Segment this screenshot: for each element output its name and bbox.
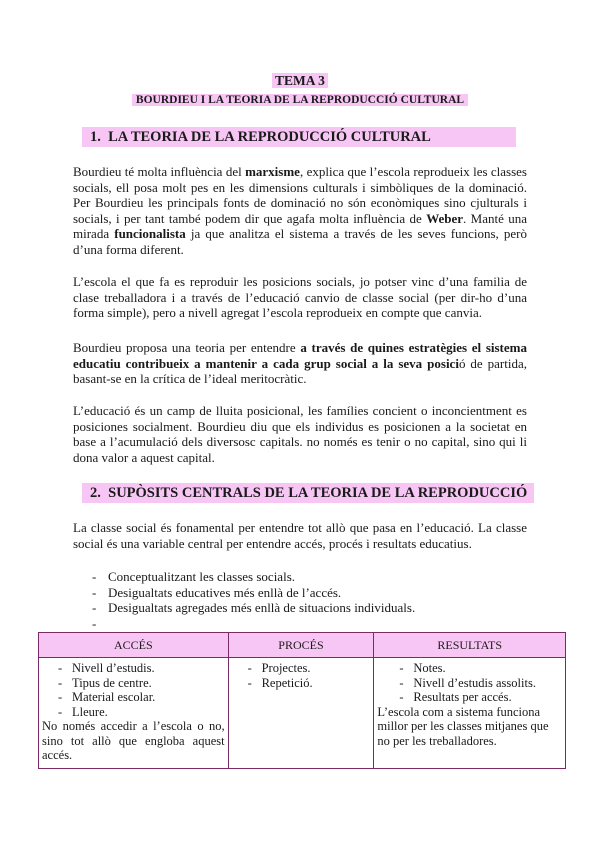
header-acces: ACCÉS xyxy=(39,633,229,658)
document-title xyxy=(0,73,600,89)
title-text: TEMA 3 xyxy=(272,73,328,88)
list-item: - Conceptualitzant les classes socials. xyxy=(92,569,512,585)
header-proces: PROCÉS xyxy=(228,633,374,658)
cell-acces xyxy=(39,658,229,769)
p3-text-a: Bourdieu proposa una teoria per entendre xyxy=(73,340,301,355)
p1-text-g: ja que analitza el sistema a través de les seves funcions, però d’una forma diferent. xyxy=(73,226,528,257)
section-2-title: SUPÒSITS CENTRALS DE LA TEORIA DE LA REPRODUCCIÓ xyxy=(108,485,528,501)
proces-list xyxy=(232,661,371,690)
p1-text-c: , explica que l’escola reprodueix les classes socials, ell posa molt pes en les dimensions culturals i simbòliques de la dominació. Per Bourdieu les principals fonts de dominació no són econòmiques sino cjulturals i socials, i per tant també podem dir que agafa molta influència de xyxy=(73,164,527,226)
paragraph-3 xyxy=(73,340,527,387)
cell-resultats xyxy=(374,658,566,769)
list-item: - Nivell d’estudis assolits. xyxy=(399,676,562,691)
header-resultats: RESULTATS xyxy=(374,633,566,658)
list-item: - Tipus de centre. xyxy=(58,676,225,691)
list-item: - Projectes. xyxy=(248,661,371,676)
paragraph-2: L’escola el que fa es reproduir les posicions socials, jo potser vinc d’una familia de clase treballadora i a través de l’educació canvio de classe social (per dir-ho d’una forma simple), pero a nivell agregat l’escola reprodueix en compte que canvia. xyxy=(73,274,527,321)
list-item: - Repetició. xyxy=(248,676,371,691)
list-item-empty xyxy=(92,616,512,632)
list-item: - Nivell d’estudis. xyxy=(58,661,225,676)
section-2-heading xyxy=(82,483,534,503)
section-2-number: 2. xyxy=(90,485,101,501)
subtitle-text: BOURDIEU I LA TEORIA DE LA REPRODUCCIÓ CULTURAL xyxy=(132,94,468,106)
section-1-title: LA TEORIA DE LA REPRODUCCIÓ CULTURAL xyxy=(108,129,431,145)
list-item: - Lleure. xyxy=(58,705,225,720)
paragraph-5: La classe social és fonamental per entendre tot allò que pasa en l’educació. La classe social és una variable central per entendre accés, procés i resultats educatius. xyxy=(73,520,527,551)
table-row xyxy=(39,658,566,769)
table-header-row xyxy=(39,633,566,658)
acces-list xyxy=(42,661,225,719)
section-1-number: 1. xyxy=(90,129,101,145)
document-subtitle xyxy=(0,93,600,107)
paragraph-1 xyxy=(73,164,527,258)
list-item: - Desigualtats agregades més enllà de situacions individuals. xyxy=(92,600,512,616)
p1-text-e: . Manté una mirada xyxy=(73,210,527,242)
p1-bold-weber: Weber xyxy=(426,210,464,226)
list-item: - Material escolar. xyxy=(58,690,225,705)
list-item: - Notes. xyxy=(399,661,562,676)
resultats-list xyxy=(377,661,562,705)
resultats-note: L’escola com a sistema funciona millor per les classes mitjanes que no per les treballadores. xyxy=(377,704,549,748)
section-1-heading xyxy=(82,127,516,147)
comparison-table xyxy=(38,632,566,769)
p1-bold-funcionalista: funcionalista xyxy=(114,226,186,242)
p1-text-a: Bourdieu té molta influència del xyxy=(73,164,246,179)
bullet-list xyxy=(92,569,512,631)
list-item: - Resultats per accés. xyxy=(399,690,562,705)
p3-text-c: ó de partida, basant-se en la crítica de l’ideal meritocràtic. xyxy=(73,355,527,387)
paragraph-4: L’educació és un camp de lluita posicional, les famílies concient o inconcientment es posiciones socialment. Bourdieu diu que els individus es posicionen a la societat en base a l’acumulació dels diversosc capitals. no només es tenir o no capital, sino qui li dona valor a aquest capital. xyxy=(73,403,527,465)
p3-bold-text: a través de quines estratègies el sistema educatiu contribueix a mantenir a cada grup social a la seva posici xyxy=(73,340,527,371)
list-item: - Desigualtats educatives més enllà de l’accés. xyxy=(92,585,512,601)
cell-proces xyxy=(228,658,374,769)
acces-note: No només accedir a l’escola o no, sino tot allò que engloba aquest accés. xyxy=(42,719,225,762)
p1-bold-marxisme: marxisme xyxy=(245,164,300,179)
